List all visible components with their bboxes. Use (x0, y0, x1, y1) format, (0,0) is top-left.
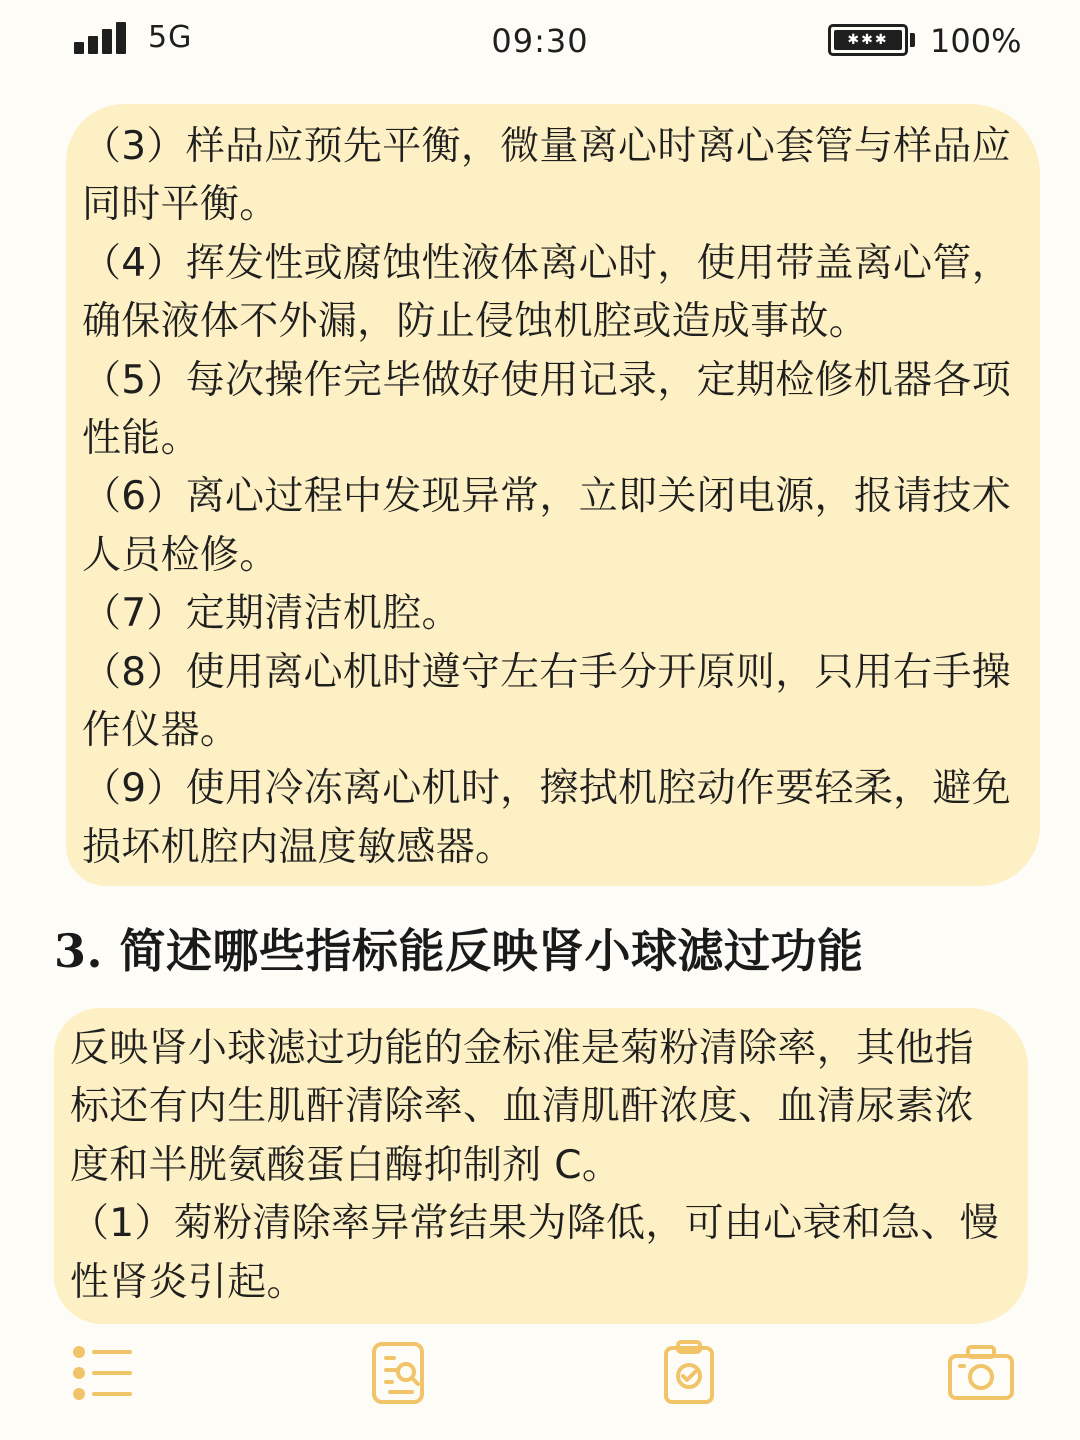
list-item: （4）挥发性或腐蚀性液体离心时，使用带盖离心管，确保液体不外漏，防止侵蚀机腔或造成事故。 (82, 240, 1012, 345)
clock: 09:30 (491, 22, 589, 60)
list-item: （1）菊粉清除率异常结果为降低，可由心衰和急、慢性肾炎引起。 (70, 1201, 1000, 1305)
content-card-precautions (66, 104, 1040, 886)
list-icon[interactable] (70, 1338, 140, 1408)
list-item: （8）使用离心机时遵守左右手分开原则，只用右手操作仪器。 (82, 649, 1012, 754)
bottom-nav (0, 1330, 1080, 1440)
list-item: （3）样品应预先平衡，微量离心时离心套管与样品应同时平衡。 (82, 124, 1012, 228)
list-item: （7）定期清洁机腔。 (82, 591, 461, 637)
answer-paragraph: 反映肾小球滤过功能的金标准是菊粉清除率，其他指标还有内生肌酐清除率、血清肌酐浓度、血清尿素浓度和半胱氨酸蛋白酶抑制剂 C。 (70, 1026, 974, 1188)
list-item: （9）使用冷冻离心机时，擦拭机腔动作要轻柔，避免损坏机腔内温度敏感器。 (82, 766, 1012, 870)
content-card-answer (54, 1008, 1028, 1324)
list-item: （6）离心过程中发现异常，立即关闭电源，报请技术人员检修。 (82, 474, 1012, 578)
section-heading: 3. 简述哪些指标能反映肾小球滤过功能 (54, 924, 864, 978)
clipboard-check-icon[interactable] (654, 1338, 724, 1408)
battery-percent: 100% (930, 22, 1022, 60)
battery-tip (910, 33, 915, 47)
list-item: （5）每次操作完毕做好使用记录，定期检修机器各项性能。 (82, 357, 1012, 462)
notes-search-icon[interactable] (364, 1338, 434, 1408)
status-bar (0, 0, 1080, 86)
network-type: 5G (148, 20, 193, 55)
battery-icon: ✱✱✱ (828, 24, 908, 56)
camera-icon[interactable] (946, 1338, 1016, 1408)
